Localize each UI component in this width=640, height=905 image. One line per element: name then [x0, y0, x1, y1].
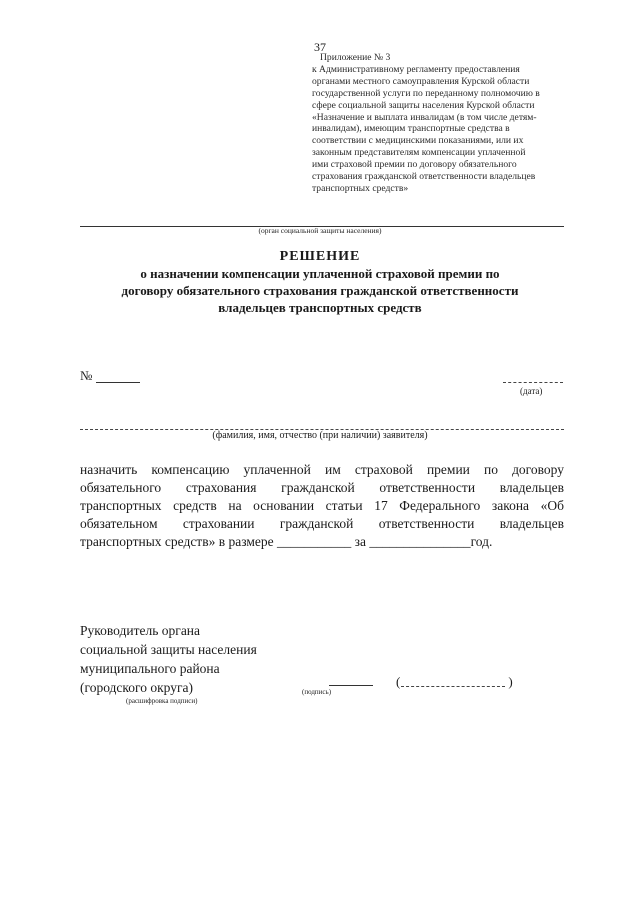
signatory-line: муниципального района	[80, 661, 220, 676]
applicant-label: (фамилия, имя, отчество (при наличии) заявителя)	[212, 430, 428, 441]
appendix-line: страхования гражданской ответственности владельцев	[312, 171, 536, 183]
appendix-line: к Административному регламенту предоставления	[312, 63, 520, 75]
signatory-line: (городского округа)	[80, 680, 194, 695]
org-label: (орган социальной защиты населения)	[258, 226, 382, 235]
body-line: назначить компенсацию уплаченной им страховой премии по договору	[80, 462, 564, 477]
body-line: транспортных средств» в размере ___________ за _______________год.	[80, 534, 493, 549]
appendix-line: органами местного самоуправления Курской области	[312, 75, 530, 87]
date-label: (дата)	[520, 386, 543, 396]
appendix-block	[312, 52, 572, 195]
decision-body	[80, 461, 564, 551]
date-blank[interactable]	[503, 382, 563, 383]
appendix-line: сфере социальной защиты населения Курской области	[312, 99, 535, 111]
document-title: РЕШЕНИЕ	[279, 249, 361, 264]
appendix-title: Приложение № 3	[320, 52, 391, 63]
body-line: обязательном страховании гражданской ответственности владельцев	[80, 516, 564, 531]
appendix-line: государственной услуги по переданному полномочию в	[312, 87, 540, 99]
appendix-line: законным представителям компенсации уплаченной	[312, 147, 526, 159]
body-line: транспортных средств на основании статьи 17 Федерального закона «Об	[80, 498, 564, 513]
appendix-line: ими страховой премии по договору обязательного	[312, 159, 517, 171]
signatory-line: социальной защиты населения	[80, 642, 257, 657]
number-blank[interactable]	[96, 382, 140, 383]
appendix-line: соответствии с медицинскими показаниями, или их	[312, 135, 524, 147]
signatory-block	[80, 621, 257, 697]
appendix-line: транспортных средств»	[312, 182, 409, 194]
signatory-line: Руководитель органа	[80, 623, 201, 638]
signature-label: (подпись)	[302, 688, 332, 696]
document-heading	[0, 248, 640, 316]
decode-open: (	[396, 674, 401, 689]
decode-label: (расшифровка подписи)	[126, 697, 198, 705]
appendix-line: «Назначение и выплата инвалидам (в том числе детям-	[312, 111, 537, 123]
heading-line: о назначении компенсации уплаченной страховой премии по	[140, 266, 500, 281]
decode-blank[interactable]	[401, 686, 505, 687]
page-number: 37	[314, 40, 326, 54]
decode-close: )	[508, 674, 513, 689]
number-label: №	[80, 368, 93, 383]
heading-line: владельцев транспортных средств	[218, 300, 422, 315]
decode-brackets	[396, 674, 513, 690]
heading-line: договору обязательного страхования гражданской ответственности	[121, 283, 519, 298]
signature-blank[interactable]	[329, 685, 373, 686]
body-line: обязательного страхования гражданской ответственности владельцев	[80, 480, 564, 495]
appendix-line: инвалидам), имеющим транспортные средства в	[312, 123, 510, 135]
